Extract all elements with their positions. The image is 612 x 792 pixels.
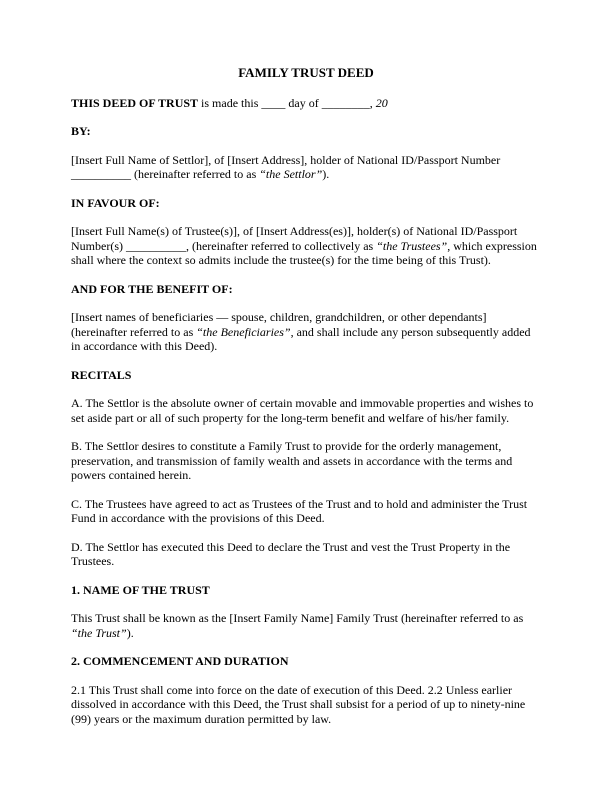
trust-name-text: This Trust shall be known as the [Insert Family Name] Family Trust (hereinafter referred to as <box>71 611 524 625</box>
intro-line <box>71 96 541 111</box>
in-favour-heading: IN FAVOUR OF: <box>71 195 160 210</box>
recital-d: D. The Settlor has executed this Deed to declare the Trust and vest the Trust Property in the Trustees. <box>71 539 511 568</box>
clause-2-2: 2.2 Unless earlier dissolved in accordance with this Deed, the Trust shall subsist for a period of up to ninety-nine (99) years or the maximum duration permitted by law. <box>71 682 526 726</box>
trustees-defined-term: “the Trustees” <box>376 238 448 253</box>
recital-c: C. The Trustees have agreed to act as Trustees of the Trust and to hold and administer the Trust Fund in accordance with the provisions of this Deed. <box>71 496 528 525</box>
trust-name-paragraph <box>71 611 541 640</box>
beneficiaries-text-end: , and shall include any person subsequently added in accordance with this Deed). <box>71 324 531 353</box>
section-1-heading: 1. NAME OF THE TRUST <box>71 582 210 597</box>
settlor-paragraph <box>71 153 541 182</box>
settlor-text-end: ). <box>322 167 330 181</box>
benefit-heading: AND FOR THE BENEFIT OF: <box>71 281 233 296</box>
trustees-text: [Insert Full Name(s) of Trustee(s)], of [Insert Address(es)], holder(s) of National ID/Passport Number(s) __________, (hereinafter referred to collectively as <box>71 224 518 253</box>
settlor-text: [Insert Full Name of Settlor], of [Insert Address], holder of National ID/Passport Number __________ (hereinafter referred to as <box>71 152 501 181</box>
trust-name-text-end: ). <box>126 625 134 640</box>
recital-b: B. The Settlor desires to constitute a Family Trust to provide for the orderly management, preservation, and transmission of family wealth and assets in accordance with the terms and powers contained herein. <box>71 439 513 482</box>
beneficiaries-defined-term: “the Beneficiaries” <box>196 324 291 339</box>
section-2-clauses <box>71 683 541 727</box>
recitals-heading: RECITALS <box>71 367 132 382</box>
intro-year: 20 <box>375 95 388 110</box>
beneficiaries-text: [Insert names of beneficiaries — spouse, children, grandchildren, or other dependants] (hereinafter referred to as <box>71 310 487 339</box>
trustees-paragraph <box>71 224 541 268</box>
beneficiaries-paragraph <box>71 310 541 354</box>
trust-defined-term: “the Trust” <box>71 625 127 640</box>
section-2-heading: 2. COMMENCEMENT AND DURATION <box>71 654 289 668</box>
intro-bold-phrase: THIS DEED OF TRUST <box>71 95 199 110</box>
settlor-defined-term: “the Settlor” <box>259 167 323 181</box>
recital-a: A. The Settlor is the absolute owner of certain movable and immovable properties and wishes to set aside part or all of such property for the long-term benefit and welfare of his/her family. <box>71 396 534 425</box>
clause-2-1: 2.1 This Trust shall come into force on the date of execution of this Deed. <box>71 682 425 697</box>
document-title: FAMILY TRUST DEED <box>238 65 374 80</box>
trustees-text-end: , which expression shall where the context so admits include the trustee(s) for the time being of this Trust). <box>71 238 537 267</box>
intro-text: is made this ____ day of ________, <box>198 95 376 110</box>
by-heading: BY: <box>71 124 91 138</box>
